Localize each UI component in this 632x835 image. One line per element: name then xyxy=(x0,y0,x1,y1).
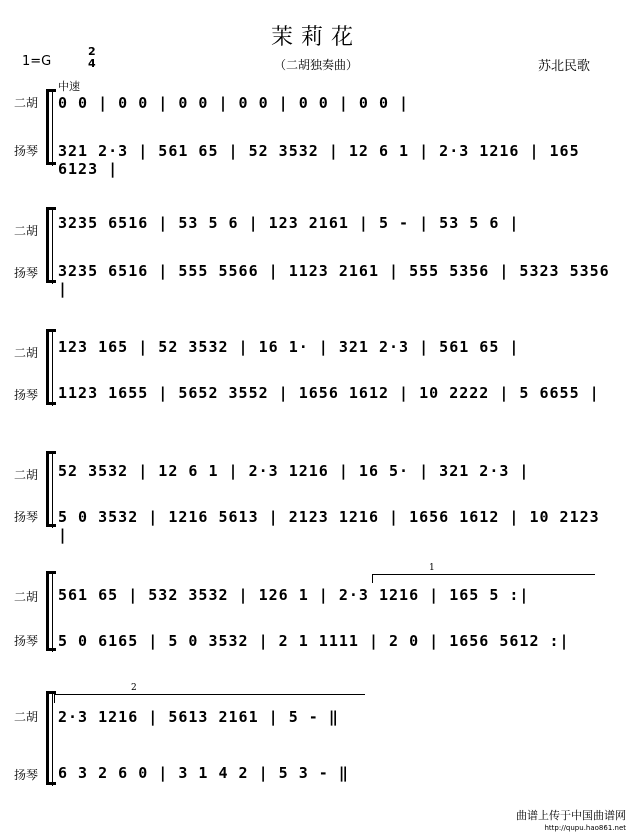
volta-number: 1 xyxy=(429,563,435,573)
meter-top: 2 xyxy=(88,45,96,58)
erhu-line: 123 165 | 52 3532 | 16 1· | 321 2·3 | 561 65 | xyxy=(58,338,520,356)
erhu-label: 二胡 xyxy=(14,224,39,238)
volta-bracket-1 xyxy=(372,563,595,583)
erhu-label: 二胡 xyxy=(14,590,39,604)
yangqin-line: 6 3 2 6 0 | 3 1 4 2 | 5 3 - ‖ xyxy=(58,764,349,782)
erhu-line: 52 3532 | 12 6 1 | 2·3 1216 | 16 5· | 321 2·3 | xyxy=(58,462,530,480)
system-barline xyxy=(52,330,53,406)
volta-bracket-2 xyxy=(54,683,365,703)
erhu-label: 二胡 xyxy=(14,468,39,482)
volta-number: 2 xyxy=(131,683,137,693)
system-5 xyxy=(0,563,632,656)
meter-bottom: 4 xyxy=(88,57,96,70)
system-barline xyxy=(52,90,53,166)
system-1 xyxy=(0,90,632,178)
system-barline xyxy=(52,572,53,652)
score-subtitle: （二胡独奏曲） xyxy=(273,58,358,72)
erhu-label: 二胡 xyxy=(14,710,39,724)
erhu-line: 2·3 1216 | 5613 2161 | 5 - ‖ xyxy=(58,708,339,726)
yangqin-label: 扬琴 xyxy=(14,634,39,648)
yangqin-line: 3235 6516 | 555 5566 | 1123 2161 | 555 5356 | 5323 5356 | xyxy=(58,262,610,298)
score-title: 茉莉花 xyxy=(270,25,361,50)
yangqin-label: 扬琴 xyxy=(14,144,39,158)
yangqin-line: 5 0 3532 | 1216 5613 | 2123 1216 | 1656 1612 | 10 2123 | xyxy=(58,508,600,544)
watermark-text: 曲谱上传于中国曲谱网 xyxy=(516,809,626,822)
erhu-label: 二胡 xyxy=(14,346,39,360)
yangqin-label: 扬琴 xyxy=(14,266,39,280)
tempo-marking: 中速 xyxy=(58,80,80,93)
system-barline xyxy=(52,452,53,528)
yangqin-line: 321 2·3 | 561 65 | 52 3532 | 12 6 1 | 2·3 1216 | 165 6123 | xyxy=(58,142,580,178)
system-4 xyxy=(0,452,632,544)
system-barline xyxy=(52,208,53,284)
erhu-line: 3235 6516 | 53 5 6 | 123 2161 | 5 - | 53 5 6 | xyxy=(58,214,520,232)
site-watermark xyxy=(516,810,626,834)
yangqin-label: 扬琴 xyxy=(14,388,39,402)
yangqin-label: 扬琴 xyxy=(14,510,39,524)
time-signature xyxy=(88,46,96,70)
system-2 xyxy=(0,208,632,298)
erhu-line: 561 65 | 532 3532 | 126 1 | 2·3 1216 | 165 5 :| xyxy=(58,586,530,604)
yangqin-line: 1123 1655 | 5652 3552 | 1656 1612 | 10 2222 | 5 6655 | xyxy=(58,384,600,402)
erhu-line: 0 0 | 0 0 | 0 0 | 0 0 | 0 0 | 0 0 | xyxy=(58,94,410,112)
score-composer: 苏北民歌 xyxy=(538,59,591,74)
system-6 xyxy=(0,683,632,792)
system-3 xyxy=(0,330,632,410)
yangqin-label: 扬琴 xyxy=(14,768,39,782)
watermark-url: http://qupu.hao861.net xyxy=(544,824,626,832)
system-barline xyxy=(52,692,53,786)
yangqin-line: 5 0 6165 | 5 0 3532 | 2 1 1111 | 2 0 | 1656 5612 :| xyxy=(58,632,570,650)
erhu-label: 二胡 xyxy=(14,96,39,110)
key-signature: 1=G xyxy=(22,54,52,69)
